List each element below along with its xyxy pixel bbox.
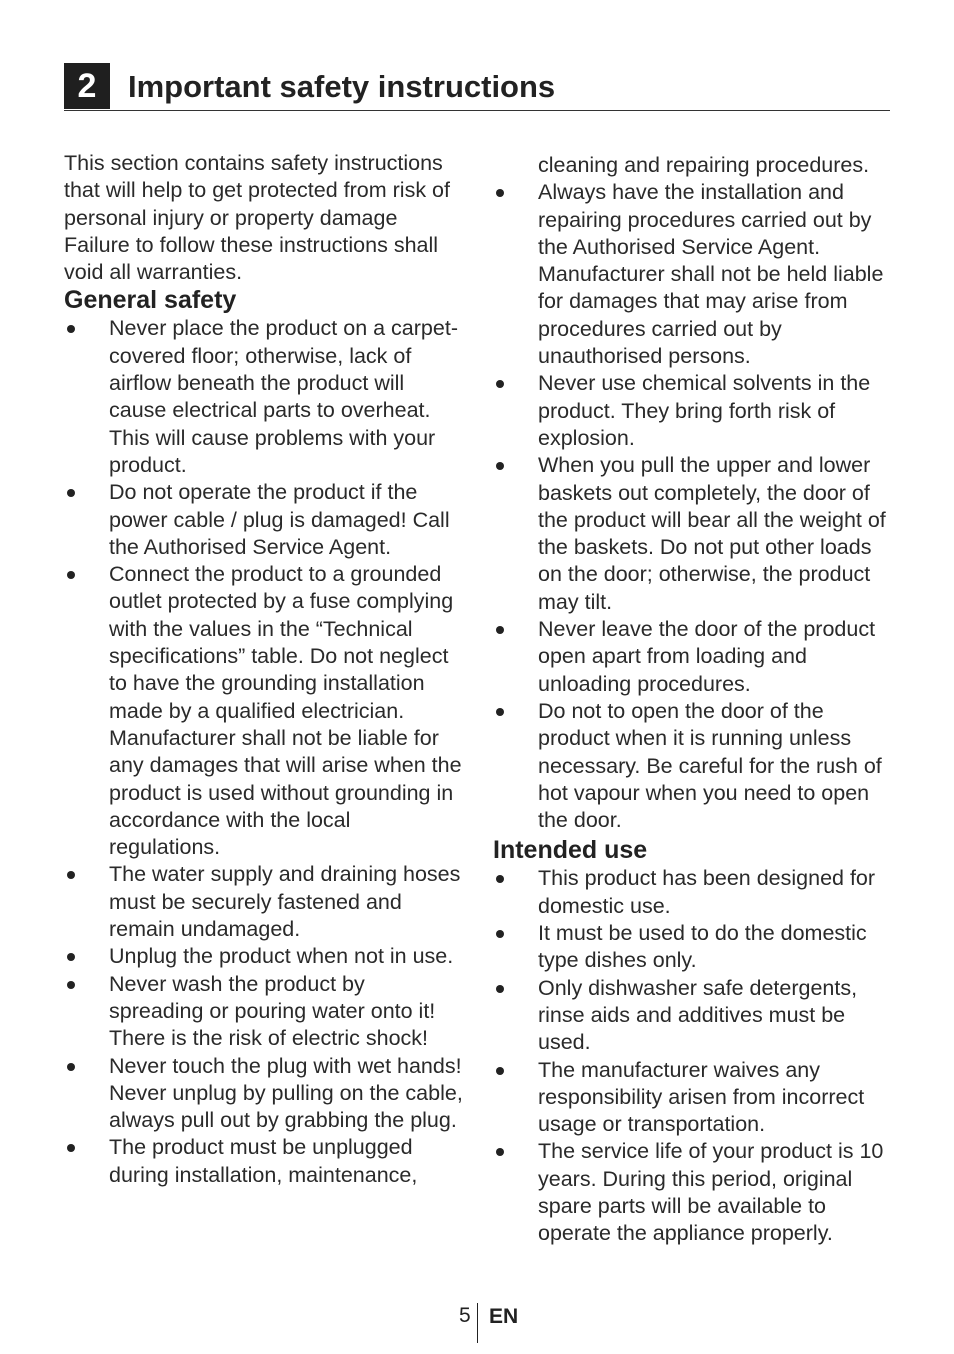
list-item: Do not operate the product if the power cable / plug is damaged! Call the Authorised Service Agent. [64,479,464,561]
page-footer [0,1303,954,1343]
intended-use-heading: Intended use [493,836,648,865]
intended-use-list [493,865,893,1247]
list-item: It must be used to do the domestic type dishes only. [493,920,893,975]
section-title: Important safety instructions [128,69,556,104]
list-item: Never wash the product by spreading or pouring water onto it! There is the risk of electric shock! [64,971,464,1053]
list-item: Never place the product on a carpet-covered floor; otherwise, lack of airflow beneath the product will cause electrical parts to overheat. This will cause problems with your product. [64,315,464,479]
intro-paragraph: This section contains safety instructions that will help to get protected from risk of personal injury or property damage Failure to follow these instructions shall void all warranties. [64,151,450,285]
general-safety-list-continued [493,179,893,834]
list-item: Never use chemical solvents in the product. They bring forth risk of explosion. [493,370,893,452]
list-item: Connect the product to a grounded outlet protected by a fuse complying with the values in the “Technical specifications” table. Do not neglect to have the grounding installation made by a qualified electrician. Manufacturer shall not be liable for any damages that will arise when the product is used without grounding in accordance with the local regulations. [64,561,464,861]
list-item: The service life of your product is 10 years. During this period, original spare parts will be available to operate the appliance properly. [493,1138,893,1247]
list-item: Unplug the product when not in use. [64,943,464,970]
general-safety-heading: General safety [64,286,237,315]
right-column [493,152,893,1248]
footer-divider [477,1303,478,1343]
list-item-continuation: cleaning and repairing procedures. [538,153,870,177]
section-header [64,63,890,111]
list-item: Always have the installation and repairing procedures carried out by the Authorised Service Agent. Manufacturer shall not be held liable for damages that may arise from procedures carried out by unauthorised persons. [493,179,893,370]
list-item: When you pull the upper and lower baskets out completely, the door of the product will bear all the weight of the baskets. Do not put other loads on the door; otherwise, the product may tilt. [493,452,893,616]
list-item: The manufacturer waives any responsibility arisen from incorrect usage or transportation. [493,1057,893,1139]
list-item: The product must be unplugged during installation, maintenance, [64,1134,464,1189]
list-item: Never touch the plug with wet hands! Never unplug by pulling on the cable, always pull out by grabbing the plug. [64,1053,464,1135]
chapter-number-badge: 2 [64,63,110,109]
list-item: This product has been designed for domestic use. [493,865,893,920]
list-item: Only dishwasher safe detergents, rinse aids and additives must be used. [493,975,893,1057]
general-safety-list [64,315,464,1189]
list-item: Never leave the door of the product open apart from loading and unloading procedures. [493,616,893,698]
left-column [64,150,464,1189]
list-item: Do not to open the door of the product when it is running unless necessary. Be careful for the rush of hot vapour when you need to open the door. [493,698,893,834]
page-number: 5 [459,1304,471,1327]
language-code: EN [489,1305,519,1328]
list-item: The water supply and draining hoses must be securely fastened and remain undamaged. [64,861,464,943]
